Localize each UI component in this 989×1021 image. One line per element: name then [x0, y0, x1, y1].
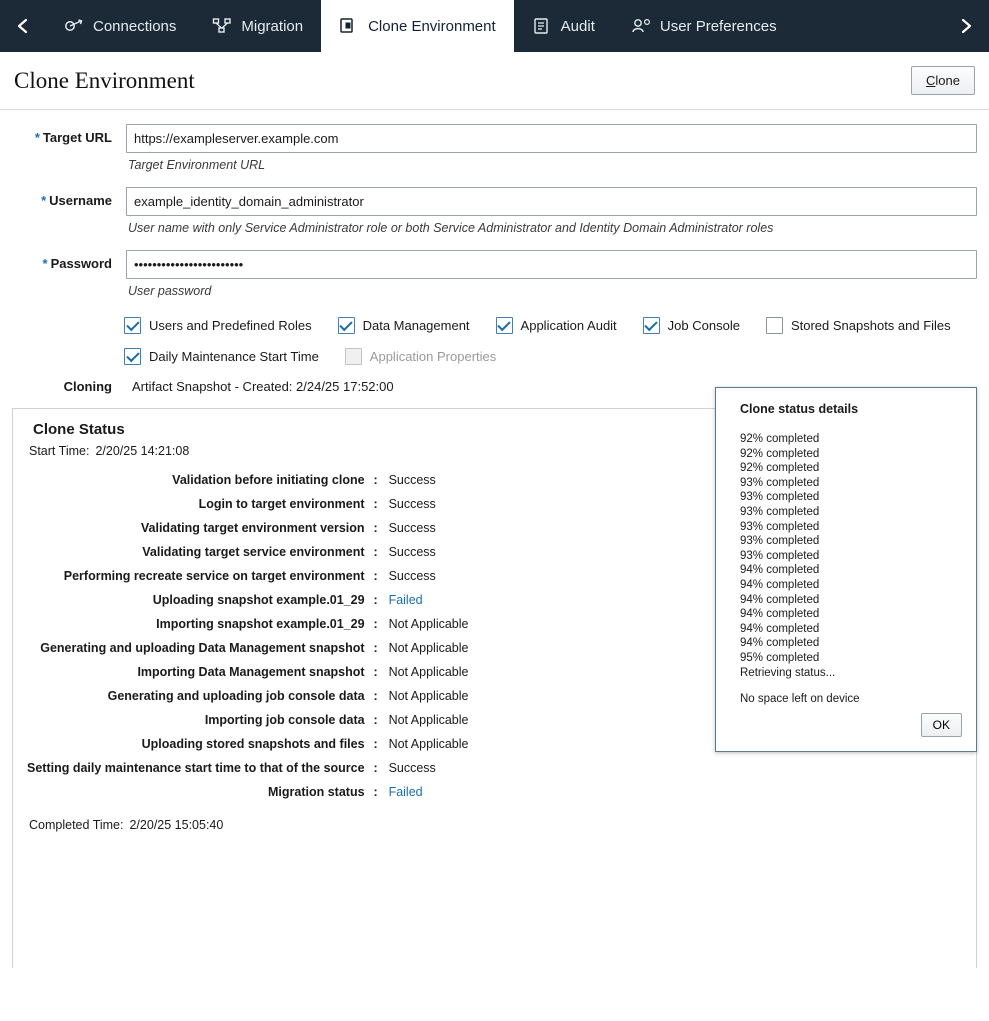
log-line: 93% completed: [740, 549, 820, 562]
status-step-value: Success: [388, 521, 436, 535]
nav-item-label: Connections: [93, 17, 177, 35]
status-step-label: Performing recreate service on target environment: [63, 569, 365, 583]
user-preferences-icon: [631, 16, 651, 36]
checkbox-label: Application Properties: [369, 349, 497, 364]
clone-options-group: [124, 317, 977, 365]
log-line: 93% completed: [740, 491, 820, 504]
status-colon: :: [373, 617, 378, 631]
status-step-value: Failed: [388, 785, 423, 799]
status-step-value: Not Applicable: [388, 641, 469, 655]
log-line: 93% completed: [740, 476, 820, 489]
log-line: 95% completed: [740, 651, 820, 664]
status-step-label: Importing job console data: [204, 713, 365, 727]
top-navigation-bar: [0, 0, 989, 52]
log-line: 93% completed: [740, 505, 820, 518]
required-marker: *: [41, 193, 47, 208]
password-row: [12, 250, 977, 311]
status-step-value: Failed: [388, 593, 423, 607]
checkbox-data-management[interactable]: [338, 317, 470, 334]
page-header: [0, 52, 989, 110]
status-step-label: Migration status: [268, 785, 365, 799]
username-hint: User name with only Service Administrator role or both Service Administrator and Identity Domain Administrator roles: [128, 221, 774, 235]
clone-button[interactable]: Clone: [911, 66, 975, 95]
checkbox-label: Application Audit: [520, 318, 617, 333]
nav-item-label: User Preferences: [659, 17, 777, 35]
status-colon: :: [373, 497, 378, 511]
dialog-title: Clone status details: [740, 402, 859, 416]
connections-icon: [64, 16, 84, 36]
status-step-label: Generating and uploading Data Management snapshot: [40, 641, 365, 655]
nav-item-label: Audit: [560, 17, 595, 35]
status-step-value: Success: [388, 761, 436, 775]
log-line: 94% completed: [740, 608, 820, 621]
target-url-hint: Target Environment URL: [128, 158, 266, 172]
checkbox-application-audit[interactable]: [496, 317, 617, 334]
dialog-actions: [921, 713, 962, 737]
checkbox-label: Users and Predefined Roles: [149, 318, 312, 333]
target-url-label: * Target URL: [34, 130, 112, 145]
cloning-value: Artifact Snapshot - Created: 2/24/25 17:52:00: [132, 379, 394, 394]
status-colon: :: [373, 689, 378, 703]
clone-status-details-dialog: [715, 387, 977, 752]
status-step-label: Validating target environment version: [140, 521, 365, 535]
nav-item-migration[interactable]: [194, 0, 321, 52]
status-step-value: Success: [388, 497, 436, 511]
nav-item-list: [46, 0, 943, 52]
log-line: 94% completed: [740, 578, 820, 591]
log-line: 94% completed: [740, 637, 820, 650]
status-step-label: Importing snapshot example.01_29: [156, 617, 365, 631]
dialog-status-log: [740, 432, 960, 707]
status-step-value: Not Applicable: [388, 617, 469, 631]
status-colon: :: [373, 521, 378, 535]
checkbox-box: [338, 317, 355, 334]
status-step-label: Login to target environment: [198, 497, 365, 511]
dialog-ok-button[interactable]: OK: [921, 713, 962, 737]
status-step-value: Not Applicable: [388, 665, 469, 679]
status-step-value: Not Applicable: [388, 737, 469, 751]
clone-options-row-2: [124, 348, 977, 365]
nav-item-clone-environment[interactable]: [321, 0, 514, 52]
password-hint: User password: [128, 284, 212, 298]
status-colon: :: [373, 785, 378, 799]
checkbox-users-and-predefined-roles[interactable]: [124, 317, 312, 334]
checkbox-label: Daily Maintenance Start Time: [149, 349, 319, 364]
target-url-input[interactable]: [126, 124, 977, 153]
status-step-label: Validating target service environment: [142, 545, 365, 559]
target-url-row: [12, 124, 977, 185]
table-row: [27, 780, 962, 804]
status-step-value: Success: [388, 473, 436, 487]
table-row: [27, 756, 962, 780]
status-colon: :: [373, 737, 378, 751]
checkbox-box: [643, 317, 660, 334]
start-time-value: 2/20/25 14:21:08: [95, 444, 190, 458]
migration-icon: [212, 16, 232, 36]
checkbox-application-properties: [345, 348, 496, 365]
dialog-message: No space left on device: [740, 693, 860, 706]
clone-environment-form: [0, 110, 989, 394]
checkbox-label: Job Console: [667, 318, 740, 333]
log-spacer: [740, 680, 960, 692]
username-input[interactable]: [126, 187, 977, 216]
username-label: * Username: [41, 193, 112, 208]
nav-item-label: Clone Environment: [368, 17, 496, 35]
checkbox-daily-maintenance-start-time[interactable]: [124, 348, 319, 365]
nav-scroll-right-button[interactable]: [943, 0, 989, 52]
page-title: Clone Environment: [14, 67, 195, 93]
log-line: 92% completed: [740, 447, 820, 460]
password-input[interactable]: [126, 250, 977, 279]
checkbox-box: [124, 317, 141, 334]
password-label: * Password: [42, 256, 112, 271]
status-colon: :: [373, 641, 378, 655]
status-colon: :: [373, 713, 378, 727]
status-colon: :: [373, 545, 378, 559]
status-step-label: Importing Data Management snapshot: [137, 665, 365, 679]
start-time-label: Start Time:: [29, 444, 90, 458]
nav-item-user-preferences[interactable]: [613, 0, 795, 52]
nav-item-audit[interactable]: [514, 0, 613, 52]
completed-time-value: 2/20/25 15:05:40: [129, 818, 224, 832]
log-line: 92% completed: [740, 462, 820, 475]
cloning-label: Cloning: [63, 379, 112, 394]
status-step-value: Not Applicable: [388, 713, 469, 727]
checkbox-box: [496, 317, 513, 334]
status-step-label: Setting daily maintenance start time to that of the source: [27, 761, 365, 775]
status-step-label: Generating and uploading job console data: [107, 689, 365, 703]
status-colon: :: [373, 761, 378, 775]
required-marker: *: [34, 130, 40, 145]
log-line: Retrieving status...: [740, 666, 836, 679]
log-line: 93% completed: [740, 535, 820, 548]
username-row: [12, 187, 977, 248]
status-colon: :: [373, 665, 378, 679]
status-step-label: Validation before initiating clone: [172, 473, 365, 487]
clone-options-row-1: [124, 317, 977, 334]
status-step-label: Uploading snapshot example.01_29: [152, 593, 365, 607]
checkbox-box: [124, 348, 141, 365]
status-step-value: Success: [388, 569, 436, 583]
log-line: 94% completed: [740, 593, 820, 606]
nav-item-connections[interactable]: [46, 0, 194, 52]
status-step-value: Success: [388, 545, 436, 559]
clone-status-completed-time: [29, 818, 962, 832]
audit-icon: [532, 16, 552, 36]
log-line: 94% completed: [740, 622, 820, 635]
checkbox-label: Stored Snapshots and Files: [790, 318, 951, 333]
clone-icon: [339, 16, 359, 36]
clone-status-title: Clone Status: [33, 421, 125, 438]
checkbox-box: [345, 348, 362, 365]
checkbox-label: Data Management: [362, 318, 470, 333]
log-line: 94% completed: [740, 564, 820, 577]
log-line: 93% completed: [740, 520, 820, 533]
status-step-value: Not Applicable: [388, 689, 469, 703]
log-line: 92% completed: [740, 433, 820, 445]
nav-item-label: Migration: [241, 17, 304, 35]
status-colon: :: [373, 569, 378, 583]
checkbox-box: [766, 317, 783, 334]
required-marker: *: [42, 256, 48, 271]
checkbox-stored-snapshots-and-files[interactable]: [766, 317, 951, 334]
status-colon: :: [373, 593, 378, 607]
completed-time-label: Completed Time:: [29, 818, 124, 832]
status-colon: :: [373, 473, 378, 487]
checkbox-job-console[interactable]: [643, 317, 740, 334]
nav-scroll-left-button[interactable]: [0, 0, 46, 52]
status-step-label: Uploading stored snapshots and files: [141, 737, 365, 751]
